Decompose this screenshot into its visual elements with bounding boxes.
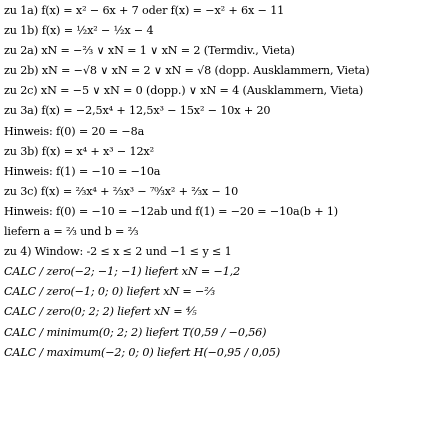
solution-line-2b: zu 2b) xN = −√8 ∨ xN = 2 ∨ xN = √8 (dopp. Ausklammern, Vieta) xyxy=(4,64,370,78)
hint-line-3c: Hinweis: f(0) = −10 = −12ab und f(1) = −20 = −10a(b + 1) xyxy=(4,204,339,218)
solution-line-3a: zu 3a) f(x) = −2,5x⁴ + 12,5x³ − 15x² − 10x + 20 xyxy=(4,104,271,118)
solution-line-2a: zu 2a) xN = −⅔ ∨ xN = 1 ∨ xN = 2 (Termdiv., Vieta) xyxy=(4,44,295,58)
solution-line-4-window: zu 4) Window: -2 ≤ x ≤ 2 und −1 ≤ y ≤ 1 xyxy=(4,245,232,259)
solution-line-1a: zu 1a) f(x) = x² − 6x + 7 oder f(x) = −x² + 6x − 11 xyxy=(4,4,285,17)
calc-line-zero-3: CALC / zero(0; 2; 2) liefert xN = ⅘ xyxy=(4,305,197,319)
calc-line-zero-2: CALC / zero(−1; 0; 0) liefert xN = −⅔ xyxy=(4,285,215,299)
calc-line-minimum: CALC / minimum(0; 2; 2) liefert T(0,59 / −0,56) xyxy=(4,325,267,339)
calc-line-zero-1: CALC / zero(−2; −1; −1) liefert xN = −1,2 xyxy=(4,265,241,279)
solution-line-1b: zu 1b) f(x) = ½x² − ½x − 4 xyxy=(4,24,154,38)
solution-line-3b: zu 3b) f(x) = x⁴ + x³ − 12x² xyxy=(4,144,154,158)
solution-line-3c: zu 3c) f(x) = ⅔x⁴ + ⅔x³ − ⁷⁰⁄₃x² + ⅔x − 10 xyxy=(4,184,239,198)
result-line-3c: liefern a = ⅔ und b = ⅔ xyxy=(4,225,139,239)
calc-line-maximum: CALC / maximum(−2; 0; 0) liefert H(−0,95 / 0,05) xyxy=(4,345,281,359)
hint-line-3b: Hinweis: f(1) = −10 = −10a xyxy=(4,164,161,178)
hint-line-3a: Hinweis: f(0) = 20 = −8a xyxy=(4,124,145,138)
solution-line-2c: zu 2c) xN = −5 ∨ xN = 0 (dopp.) ∨ xN = 4 (Ausklammern, Vieta) xyxy=(4,84,364,98)
